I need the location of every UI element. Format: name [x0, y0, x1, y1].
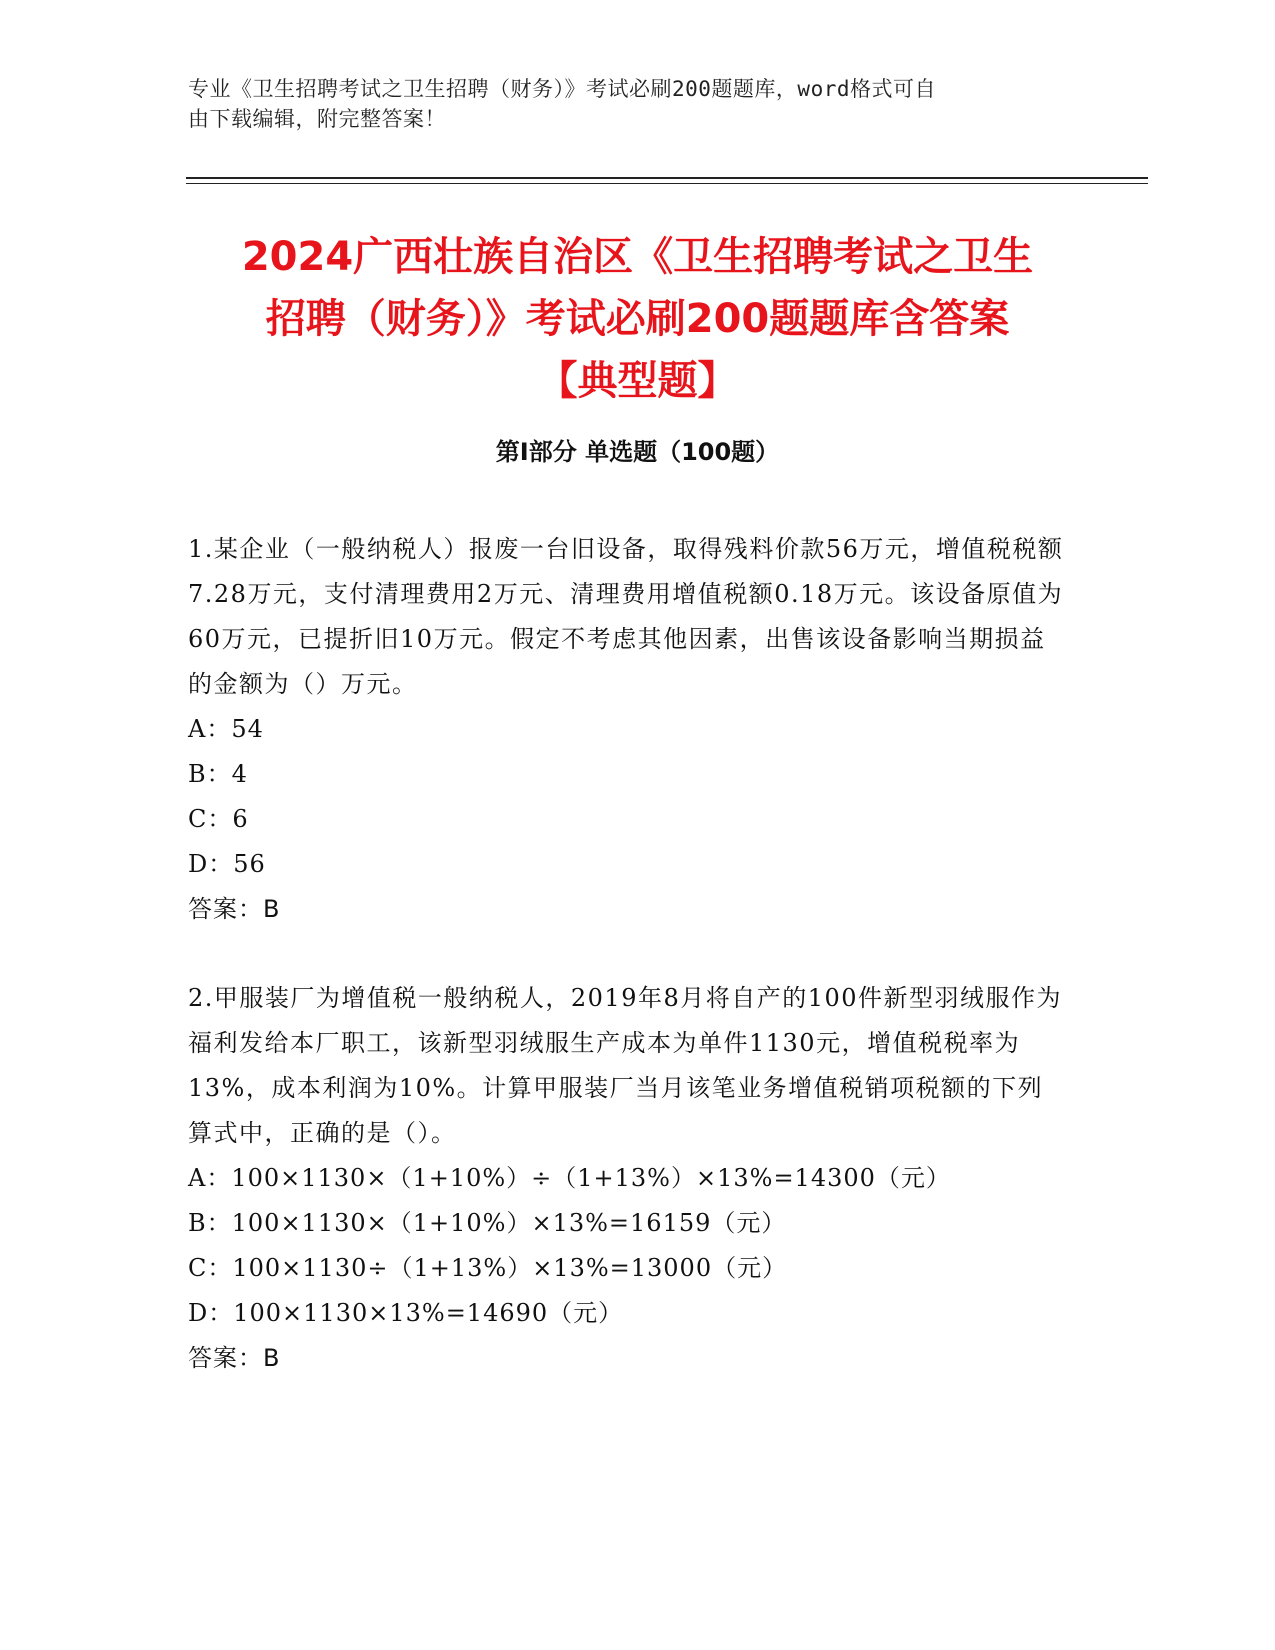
option-b: B：100×1130×（1+10%）×13%=16159（元） [188, 1209, 787, 1237]
answer-label: 答案：B [188, 1344, 281, 1372]
header-note-line-2: 由下载编辑，附完整答案！ [188, 107, 446, 131]
header-rule-thick [186, 177, 1148, 179]
document-title-line-2: 招聘（财务）》考试必刷200题题库含答案 [265, 296, 1010, 342]
question-stem: 2.甲服装厂为增值税一般纳税人，2019年8月将自产的100件新型羽绒服作为福利发给本厂职工，该新型羽绒服生产成本为单件1130元，增值税税率为13%，成本利润为10%。计算甲服装厂当月该笔业务增值税销项税额的下列算式中，正确的是（）。 [188, 984, 1063, 1147]
option-d: D：56 [188, 850, 266, 878]
option-d: D：100×1130×13%=14690（元） [188, 1299, 624, 1327]
document-title [150, 226, 1125, 412]
option-b: B：4 [188, 760, 248, 788]
document-title-line-3: 【典型题】 [537, 358, 738, 404]
header-note [188, 74, 1088, 134]
option-a: A：54 [188, 715, 264, 743]
header-note-line-1: 专业《卫生招聘考试之卫生招聘（财务）》考试必刷200题题库，word格式可自 [188, 77, 936, 101]
question-1 [188, 527, 1068, 932]
option-c: C：6 [188, 805, 249, 833]
question-2 [188, 976, 1068, 1381]
option-a: A：100×1130×（1+10%）÷（1+13%）×13%=14300（元） [188, 1164, 951, 1192]
question-stem: 1.某企业（一般纳税人）报废一台旧设备，取得残料价款56万元，增值税税额7.28万元，支付清理费用2万元、清理费用增值税额0.18万元。该设备原值为60万元，已提折旧10万元。假定不考虑其他因素，出售该设备影响当期损益的金额为（）万元。 [188, 535, 1064, 698]
section-heading: 第I部分 单选题（100题） [495, 438, 780, 466]
answer-label: 答案：B [188, 895, 281, 923]
header-rule-thin [186, 183, 1148, 184]
option-c: C：100×1130÷（1+13%）×13%=13000（元） [188, 1254, 788, 1282]
document-title-line-1: 2024广西壮族自治区《卫生招聘考试之卫生 [241, 234, 1034, 280]
